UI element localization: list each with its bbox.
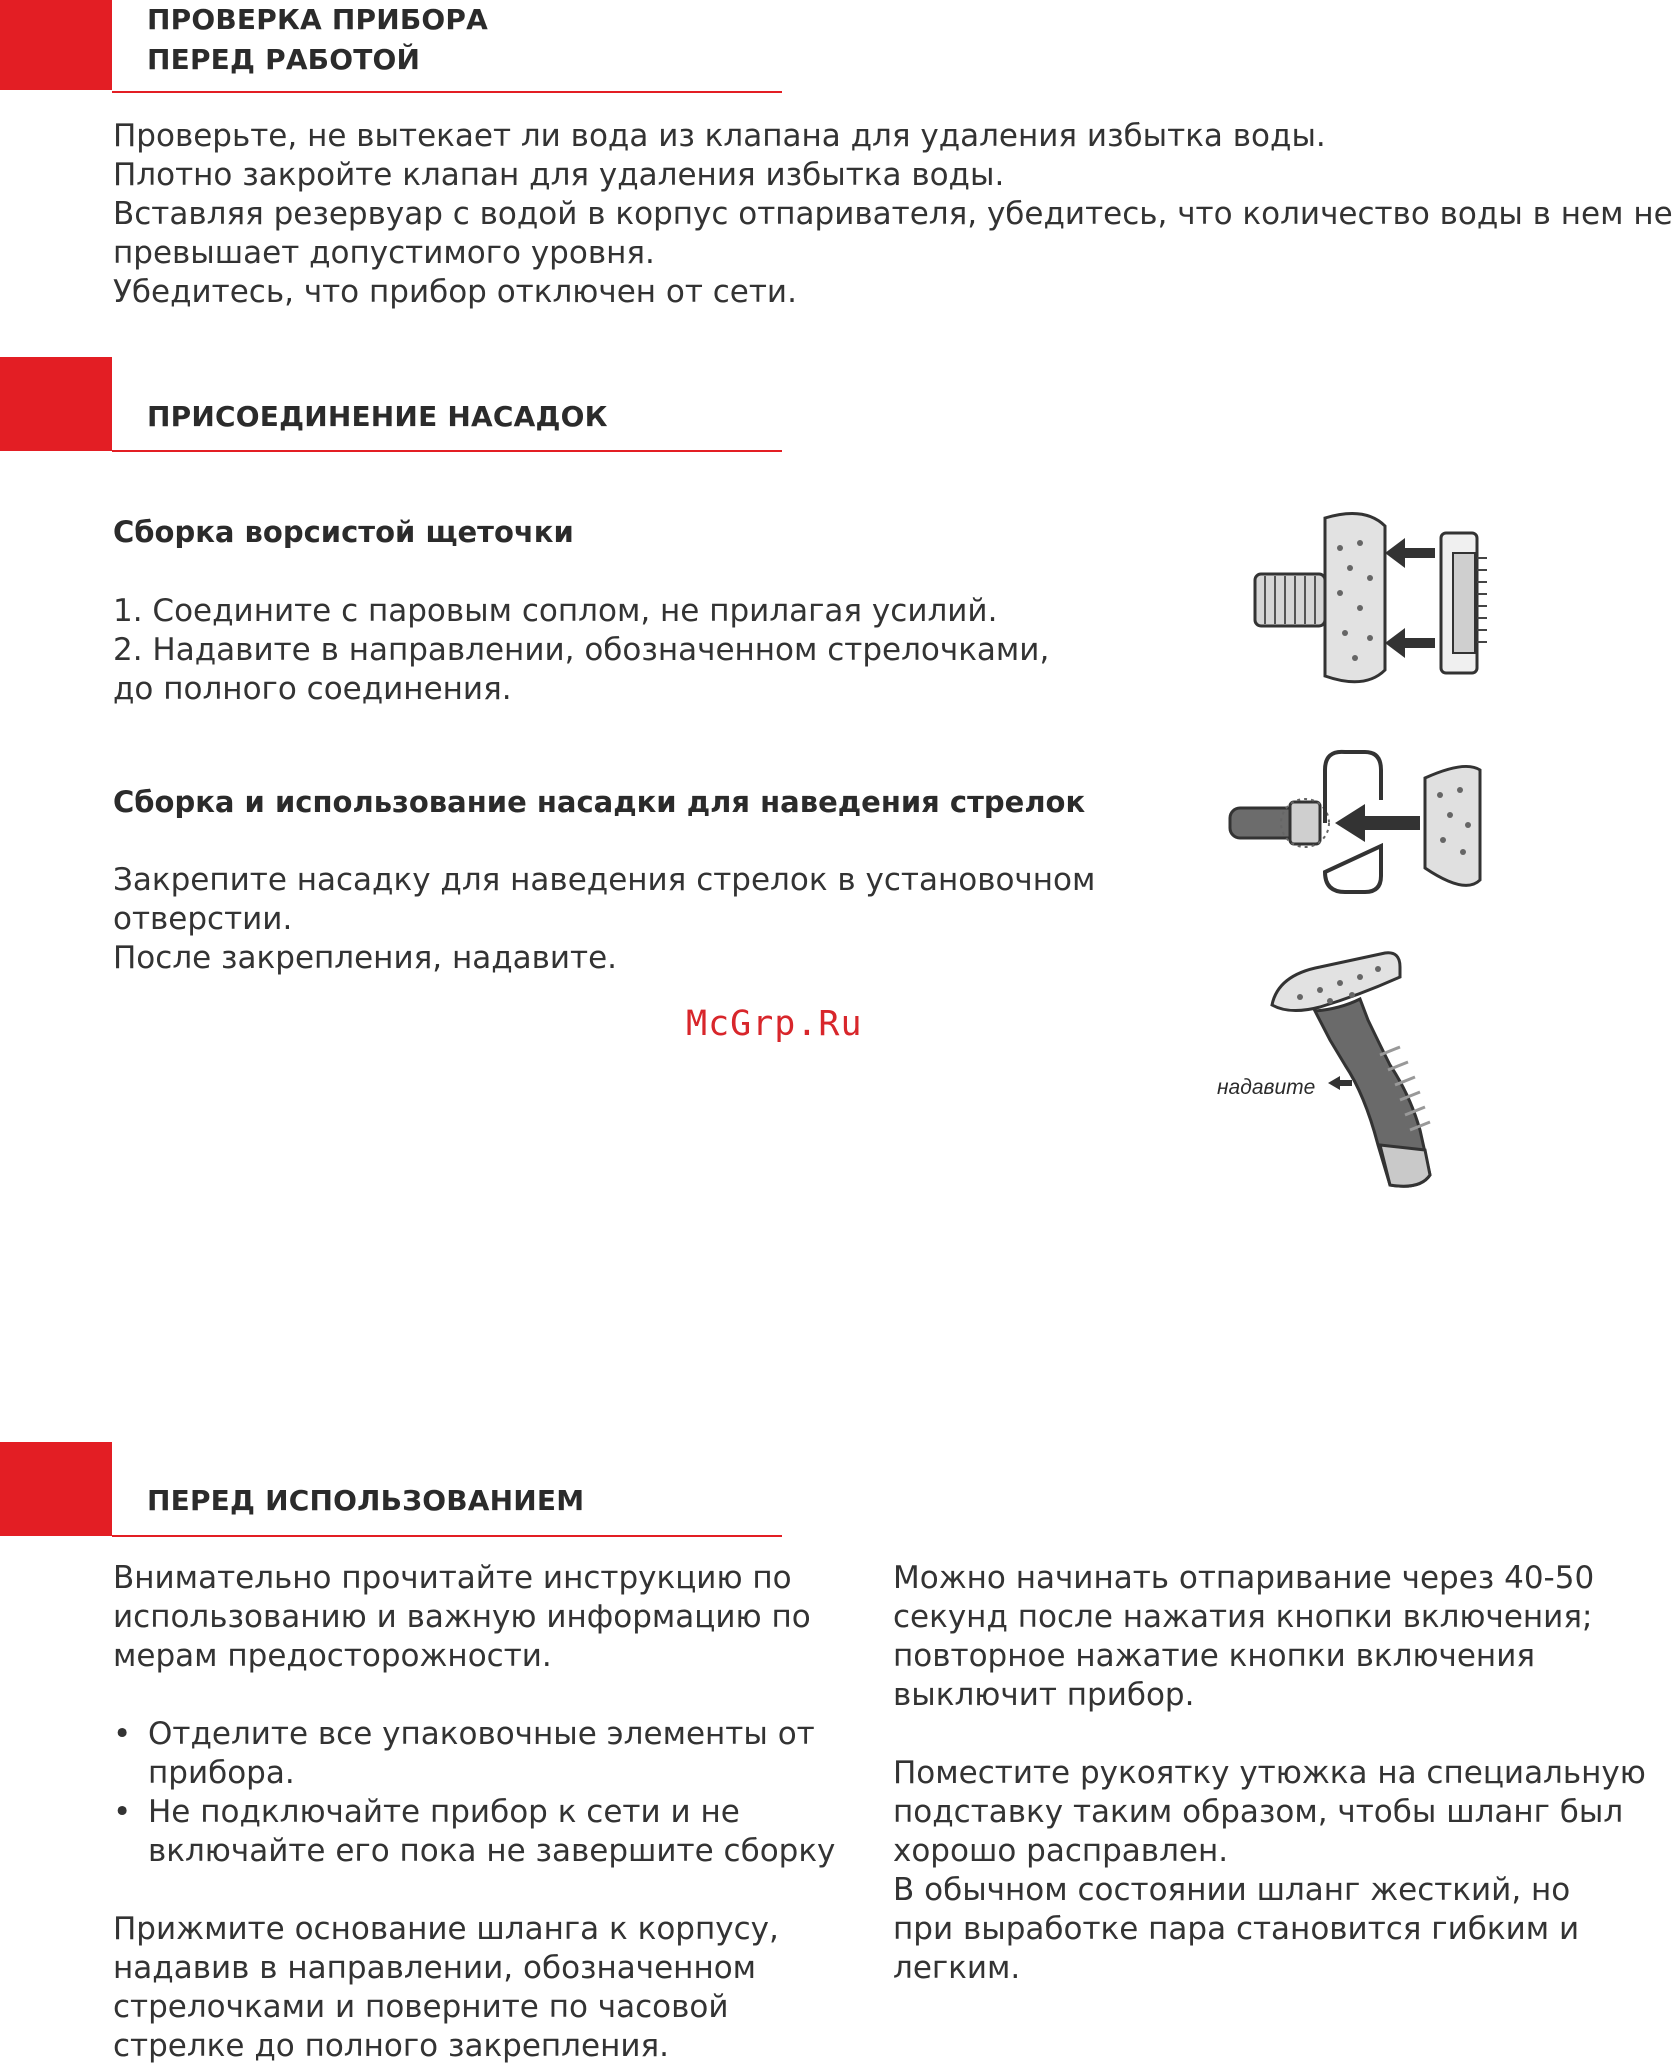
text-line: легким. [893, 1950, 1021, 1986]
brush-assembly-illustration [1245, 508, 1495, 688]
text-line: стрелочками и поверните по часовой [113, 1989, 729, 2025]
subheading-brush: Сборка ворсистой щеточки [113, 515, 574, 549]
text-line: Плотно закройте клапан для удаления избытка воды. [113, 157, 1005, 193]
section-rule-check [112, 91, 782, 93]
text-line: при выработке пара становится гибким и [893, 1911, 1580, 1947]
text-line: использованию и важную информацию по [113, 1599, 811, 1635]
heading-check-device [147, 0, 488, 80]
text-line: Внимательно прочитайте инструкцию по [113, 1560, 792, 1596]
text-line: Убедитесь, что прибор отключен от сети. [113, 274, 797, 310]
brush-instructions [113, 592, 1049, 709]
subheading-crease: Сборка и использование насадки для наведения стрелок [113, 785, 1086, 819]
text-line: Не подключайте прибор к сети и не [148, 1794, 740, 1830]
crease-assembly-illustration [1225, 740, 1485, 900]
text-line: мерам предосторожности. [113, 1638, 552, 1674]
list-item [113, 1715, 835, 1793]
check-instructions [113, 117, 1673, 312]
text-line: повторное нажатие кнопки включения [893, 1638, 1535, 1674]
heading-line: ПЕРЕД РАБОТОЙ [147, 43, 421, 76]
press-caption: надавите [1217, 1076, 1316, 1099]
heading-line: ПРОВЕРКА ПРИБОРА [147, 3, 488, 36]
text-line: подставку таким образом, чтобы шланг был [893, 1794, 1624, 1830]
section-rule-before-use [112, 1535, 782, 1537]
section-marker-attachments [0, 357, 112, 451]
watermark: McGrp.Ru [686, 1004, 863, 1044]
text-line: Прижмите основание шланга к корпусу, [113, 1911, 779, 1947]
text-line: 1. Соедините с паровым соплом, не прилагая усилий. [113, 593, 998, 629]
list-item [113, 1793, 835, 1871]
text-line: секунд после нажатия кнопки включения; [893, 1599, 1593, 1635]
text-line: превышает допустимого уровня. [113, 235, 655, 271]
heading-before-use: ПЕРЕД ИСПОЛЬЗОВАНИЕМ [147, 1484, 585, 1517]
bullet-icon: • [113, 1716, 132, 1752]
bullet-icon: • [113, 1794, 132, 1830]
text-line: В обычном состоянии шланг жесткий, но [893, 1872, 1571, 1908]
steam-handle-illustration [1260, 945, 1460, 1195]
text-line: Можно начинать отпаривание через 40-50 [893, 1560, 1595, 1596]
text-line: Поместите рукоятку утюжка на специальную [893, 1755, 1646, 1791]
crease-instructions [113, 861, 1095, 978]
text-line: хорошо расправлен. [893, 1833, 1229, 1869]
text-line: надавив в направлении, обозначенном [113, 1950, 757, 1986]
text-line: отверстии. [113, 901, 293, 937]
text-line: После закрепления, надавите. [113, 940, 618, 976]
text-line: 2. Надавите в направлении, обозначенном стрелочками, [113, 632, 1050, 668]
heading-attachments: ПРИСОЕДИНЕНИЕ НАСАДОК [147, 400, 608, 433]
text-line: включайте его пока не завершите сборку [148, 1833, 836, 1869]
section-marker-before-use [0, 1442, 112, 1536]
text-line: до полного соединения. [113, 671, 512, 707]
text-line: Проверьте, не вытекает ли вода из клапана для удаления избытка воды. [113, 118, 1326, 154]
text-line: Отделите все упаковочные элементы от [148, 1716, 815, 1752]
text-line: выключит прибор. [893, 1677, 1195, 1713]
text-line: Закрепите насадку для наведения стрелок в установочном [113, 862, 1096, 898]
section-marker-check [0, 0, 112, 90]
text-line: стрелке до полного закрепления. [113, 2028, 669, 2064]
text-line: Вставляя резервуар с водой в корпус отпаривателя, убедитесь, что количество воды в нем не [113, 196, 1673, 232]
before-use-right-column [893, 1559, 1646, 1988]
section-rule-attachments [112, 450, 782, 452]
text-line: прибора. [148, 1755, 295, 1791]
before-use-left-column [113, 1559, 835, 2066]
